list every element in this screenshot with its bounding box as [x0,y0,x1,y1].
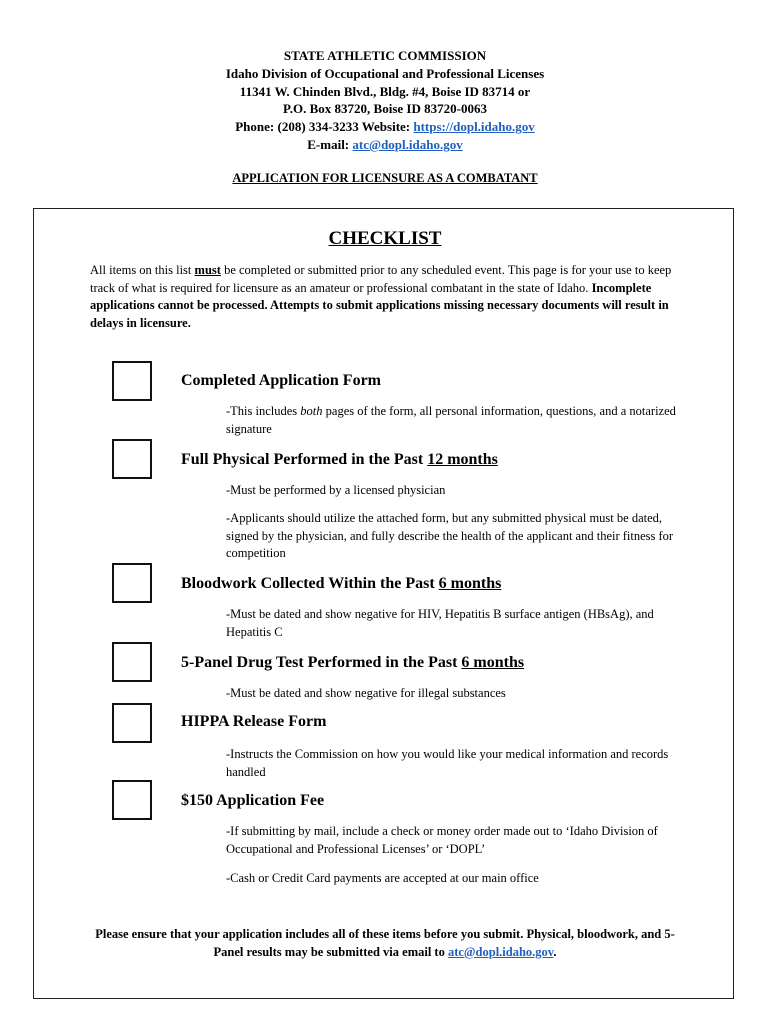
application-title: APPLICATION FOR LICENSURE AS A COMBATANT [232,171,538,185]
item-desc-drug-test: -Must be dated and show negative for illegal substances [226,686,506,700]
title-period: 6 months [461,654,525,671]
intro-must: must [194,263,221,277]
desc-text: -This includes [226,404,301,418]
desc-text: pages of the form, all personal information, questions, and a notarized signature [226,404,676,436]
website-link[interactable]: https://dopl.idaho.gov [413,119,535,135]
note-end: . [553,944,557,959]
item-desc-bloodwork: -Must be dated and show negative for HIV, Hepatitis B surface antigen (HBsAg), and Hepatitis C [226,607,654,639]
email-link[interactable]: atc@dopl.idaho.gov [352,136,463,152]
item-desc-physical-1: -Must be performed by a licensed physician [226,483,446,497]
item-desc-fee-2: -Cash or Credit Card payments are accepted at our main office [226,871,539,885]
intro-paragraph [90,262,686,332]
phone-website-line [0,118,770,136]
item-title-physical [181,451,498,469]
email-label: E-mail: [307,136,353,152]
intro-text-1: All items on this list [90,263,195,277]
email-link[interactable]: atc@dopl.idaho.gov [447,944,554,959]
item-title-drug-test [181,654,524,672]
phone-label: Phone: (208) 334-3233 Website: [235,119,414,135]
checkbox-fee[interactable] [112,780,152,820]
checkbox-drug-test[interactable] [112,642,152,682]
item-title-fee: $150 Application Fee [181,792,325,809]
title-text: 5-Panel Drug Test Performed in the Past [181,654,462,671]
submission-note [90,926,680,961]
item-title-application-form: Completed Application Form [181,372,381,389]
checkbox-bloodwork[interactable] [112,563,152,603]
title-period: 6 months [438,575,502,592]
checklist-title: CHECKLIST [328,228,442,249]
title-text: Full Physical Performed in the Past [181,451,428,468]
item-desc-physical-2: -Applicants should utilize the attached form, but any submitted physical must be dated, signed by the physician, and fully describe the health of the applicant and their fitness for competition [226,511,674,561]
division-name: Idaho Division of Occupational and Professional Licenses [225,65,545,81]
commission-name: STATE ATHLETIC COMMISSION [283,48,487,63]
desc-emphasis: both [300,404,323,418]
item-desc-hippa: -Instructs the Commission on how you would like your medical information and records handled [226,747,669,779]
intro-warning: Incomplete applications cannot be processed. Attempts to submit applications missing necessary documents will result in delays in licensure. [90,280,669,330]
title-text: Bloodwork Collected Within the Past [181,575,439,592]
street-address: 11341 W. Chinden Blvd., Bldg. #4, Boise ID 83714 or [239,83,531,99]
item-title-bloodwork [181,575,501,593]
letterhead [0,47,770,154]
checkbox-physical[interactable] [112,439,152,479]
item-desc-application-form [226,403,686,438]
email-line [0,136,770,154]
title-period: 12 months [427,451,498,468]
item-title-hippa: HIPPA Release Form [181,713,327,730]
checkbox-application-form[interactable] [112,361,152,401]
item-desc-fee-1: -If submitting by mail, include a check or money order made out to ‘Idaho Division of Occupational and Professional Licenses’ or ‘DOPL’ [226,824,658,856]
checkbox-hippa[interactable] [112,703,152,743]
note-text: Please ensure that your application includes all of these items before you submit. Physical, bloodwork, and 5-Panel results may be submitted via email to [95,927,675,959]
intro-text-2: be completed or submitted prior to any scheduled event. This page is for your use to keep track of what is required for licensure as an amateur or professional combatant in the state of Idaho. [90,263,672,295]
po-box-address: P.O. Box 83720, Boise ID 83720-0063 [283,101,487,117]
